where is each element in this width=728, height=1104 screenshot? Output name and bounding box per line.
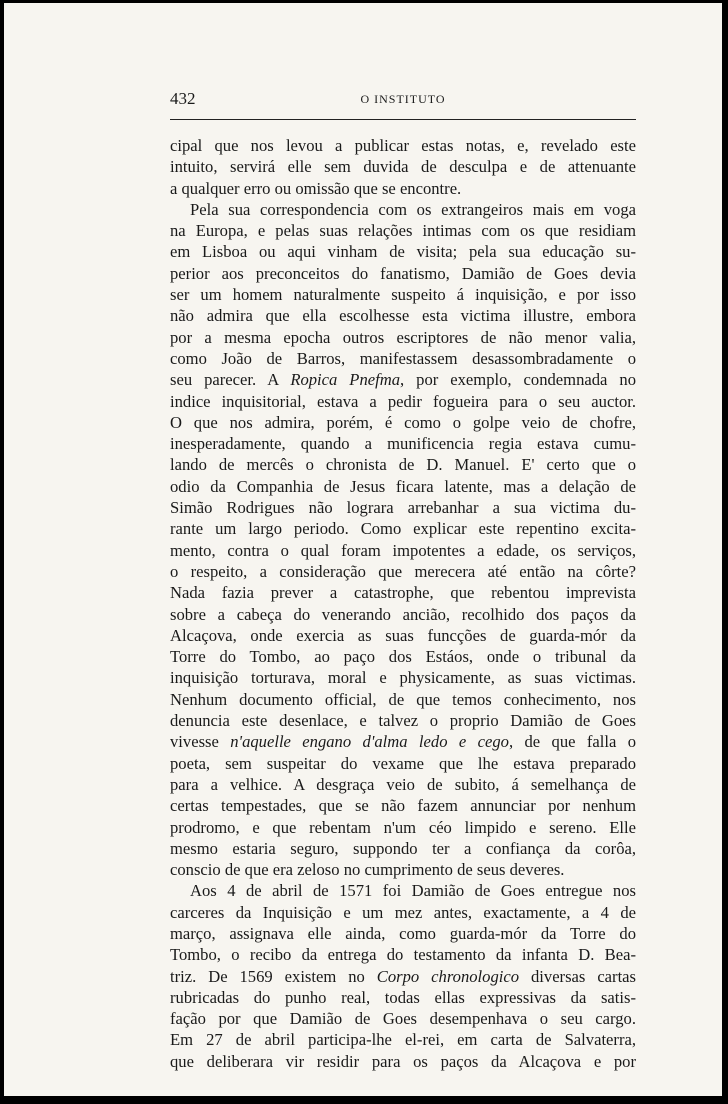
text-line: Alcaçova, onde exercia as suas funcções de guarda-mór da bbox=[170, 625, 636, 645]
text-line: em Lisboa ou aqui vinham de visita; pela sua educação su- bbox=[170, 242, 636, 262]
text-line: Em 27 de abril participa-lhe el-rei, em carta de Salvaterra, bbox=[170, 1030, 636, 1050]
text-line: ser um homem naturalmente suspeito á inquisição, e por isso bbox=[170, 285, 636, 305]
text-line: poeta, sem suspeitar do vexame que lhe estava preparado bbox=[170, 753, 636, 773]
text-line: março, assignava elle ainda, como guarda-mór da Torre do bbox=[170, 923, 636, 943]
book-title-italic: Ropica Pnefma bbox=[290, 370, 400, 390]
text-segment: , de que falla o bbox=[508, 732, 637, 752]
journal-title: O INSTITUTO bbox=[360, 92, 446, 106]
text-line: por a mesma epocha outros escriptores de não menor valia, bbox=[170, 327, 636, 347]
text-line: Nenhum documento official, de que temos conhecimento, nos bbox=[170, 689, 636, 709]
text-line: denuncia este desenlace, e talvez o proprio Damião de Goes bbox=[170, 711, 636, 731]
text-line: Pela sua correspondencia com os extrangeiros mais em voga bbox=[190, 199, 636, 219]
text-line: o respeito, a consideração que merecera até então na côrte? bbox=[170, 561, 636, 581]
text-line: Torre do Tombo, ao paço dos Estáos, onde o tribunal da bbox=[170, 647, 636, 667]
running-head bbox=[170, 89, 636, 115]
text-segment: vivesse bbox=[170, 732, 231, 752]
text-line: carceres da Inquisição e um mez antes, exactamente, a 4 de bbox=[170, 902, 636, 922]
text-line: na Europa, e pelas suas relações intimas com os que residiam bbox=[170, 221, 636, 241]
text-line: sobre a cabeça do venerando ancião, recolhido dos paços da bbox=[170, 604, 636, 624]
quote-italic: n'aquelle engano d'alma ledo e cego bbox=[230, 732, 509, 752]
text-line: mento, contra o qual foram impotentes a edade, os serviços, bbox=[170, 540, 636, 560]
text-segment: seu parecer. A bbox=[170, 370, 291, 390]
text-line: a qualquer erro ou omissão que se encontre. bbox=[170, 178, 462, 198]
text-line: que deliberara vir residir para os paços da Alcaçova e por bbox=[170, 1051, 636, 1071]
text-line: prodromo, e que rebentam n'um céo limpido e sereno. Elle bbox=[170, 817, 636, 837]
text-line: Aos 4 de abril de 1571 foi Damião de Goes entregue nos bbox=[190, 881, 636, 901]
text-line: como João de Barros, manifestassem desassombradamente o bbox=[170, 348, 636, 368]
header-rule bbox=[170, 119, 636, 120]
text-line: O que nos admira, porém, é como o golpe veio de chofre, bbox=[170, 412, 636, 432]
text-line: rubricadas do punho real, todas ellas expressivas da satis- bbox=[170, 987, 636, 1007]
text-line bbox=[170, 369, 636, 390]
text-line: indice inquisitorial, estava a pedir fogueira para o seu auctor. bbox=[170, 391, 636, 411]
book-page bbox=[4, 3, 722, 1096]
text-segment: diversas cartas bbox=[519, 966, 637, 986]
collection-title-italic: Corpo chronologico bbox=[376, 966, 520, 986]
text-line: fação por que Damião de Goes desempenhava o seu cargo. bbox=[170, 1009, 636, 1029]
text-line: perior aos preconceitos do fanatismo, Damião de Goes devia bbox=[170, 263, 636, 283]
text-line: cipal que nos levou a publicar estas notas, e, revelado este bbox=[170, 136, 636, 155]
text-line: Tombo, o recibo da entrega do testamento da infanta D. Bea- bbox=[170, 945, 636, 965]
text-line: intuito, servirá elle sem duvida de desculpa e de attenuante bbox=[170, 157, 636, 177]
text-line: rante um largo periodo. Como explicar este repentino excita- bbox=[170, 519, 636, 539]
text-line bbox=[170, 966, 636, 987]
text-line: inquisição torturava, moral e physicamente, as suas victimas. bbox=[170, 668, 636, 688]
text-segment: , por exemplo, condemnada no bbox=[400, 370, 636, 390]
page-number: 432 bbox=[170, 89, 196, 108]
text-segment: triz. De 1569 existem no bbox=[170, 966, 377, 986]
text-line: certas tempestades, que se não fazem annunciar por nenhum bbox=[170, 796, 636, 816]
text-line: lando de mercês o chronista de D. Manuel. E' certo que o bbox=[170, 455, 636, 475]
text-line: Simão Rodrigues não lograra arrebanhar a sua victima du- bbox=[170, 498, 636, 518]
text-line: conscio de que era zeloso no cumprimento de seus deveres. bbox=[170, 860, 565, 880]
text-line: para a velhice. A desgraça veio de subito, á semelhança de bbox=[170, 774, 636, 794]
text-line: mesmo estaria seguro, suppondo ter a confiança da corôa, bbox=[170, 838, 636, 858]
text-line: Nada fazia prever a catastrophe, que rebentou imprevista bbox=[170, 583, 636, 603]
text-line: inesperadamente, quando a munificencia regia estava cumu- bbox=[170, 434, 636, 454]
body-text bbox=[170, 135, 636, 1072]
text-line: odio da Companhia de Jesus ficara latente, mas a delação de bbox=[170, 476, 636, 496]
text-line: não admira que ella escolhesse esta victima illustre, embora bbox=[170, 306, 636, 326]
text-line bbox=[170, 731, 636, 752]
